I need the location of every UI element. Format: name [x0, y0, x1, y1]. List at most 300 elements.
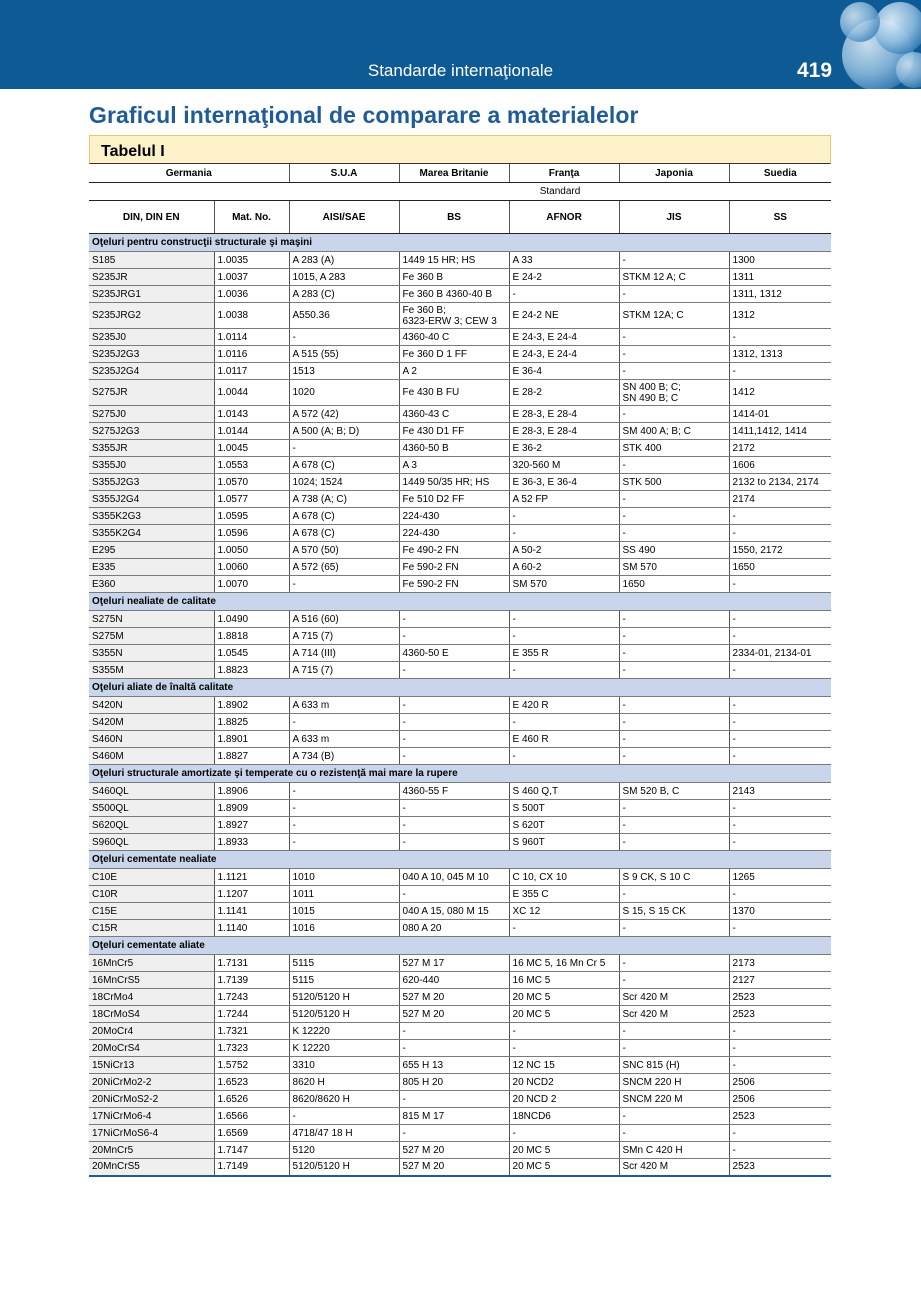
cell-bs: - [399, 817, 509, 834]
table-row [89, 662, 831, 679]
page-title: Graficul internaţional de comparare a materialelor [89, 102, 639, 128]
cell-din: S235JRG1 [89, 286, 214, 303]
cell-bs: Fe 430 B FU [399, 380, 509, 406]
cell-mat-no: 1.8933 [214, 834, 289, 851]
cell-din: S235J0 [89, 329, 214, 346]
cell-aisi: A 633 m [289, 697, 399, 714]
cell-ss: - [729, 886, 831, 903]
section-header [89, 851, 831, 869]
cell-aisi: A550.36 [289, 303, 399, 329]
cell-bs: 1449 50/35 HR; HS [399, 474, 509, 491]
cell-bs: Fe 590-2 FN [399, 559, 509, 576]
cell-aisi: A 678 (C) [289, 457, 399, 474]
cell-din: 17NiCrMoS6-4 [89, 1125, 214, 1142]
section-header [89, 593, 831, 611]
cell-ss: 2132 to 2134, 2174 [729, 474, 831, 491]
cell-bs: Fe 360 B 4360-40 B [399, 286, 509, 303]
cell-jis: - [619, 406, 729, 423]
col-din: DIN, DIN EN [89, 201, 214, 234]
cell-mat-no: 1.7131 [214, 955, 289, 972]
cell-ss: - [729, 817, 831, 834]
cell-jis: - [619, 748, 729, 765]
table-row [89, 346, 831, 363]
cell-aisi: 1024; 1524 [289, 474, 399, 491]
section-title: Oţeluri structurale amortizate şi temperate cu o rezistenţă mai mare la rupere [89, 765, 831, 783]
cell-ss: - [729, 920, 831, 937]
cell-ss: - [729, 525, 831, 542]
cell-din: S500QL [89, 800, 214, 817]
cell-bs: 4360-50 B [399, 440, 509, 457]
cell-aisi: A 633 m [289, 731, 399, 748]
cell-ss: - [729, 1125, 831, 1142]
cell-jis: - [619, 955, 729, 972]
cell-din: C10E [89, 869, 214, 886]
cell-bs: - [399, 628, 509, 645]
table-row [89, 989, 831, 1006]
cell-din: C15E [89, 903, 214, 920]
cell-ss: 2506 [729, 1074, 831, 1091]
cell-din: E360 [89, 576, 214, 593]
cell-din: C10R [89, 886, 214, 903]
table-row [89, 748, 831, 765]
cell-din: S235J2G4 [89, 363, 214, 380]
cell-bs: A 2 [399, 363, 509, 380]
cell-mat-no: 1.0553 [214, 457, 289, 474]
column-header-row [89, 201, 831, 234]
table-row [89, 869, 831, 886]
cell-bs: A 3 [399, 457, 509, 474]
cell-bs: 224-430 [399, 508, 509, 525]
cell-bs: - [399, 731, 509, 748]
cell-mat-no: 1.0117 [214, 363, 289, 380]
cell-mat-no: 1.7139 [214, 972, 289, 989]
cell-bs: Fe 360 B [399, 269, 509, 286]
cell-din: S960QL [89, 834, 214, 851]
cell-afnor: 20 MC 5 [509, 1142, 619, 1159]
cell-bs: Fe 360 B; 6323-ERW 3; CEW 3 [399, 303, 509, 329]
cell-aisi: A 734 (B) [289, 748, 399, 765]
cell-afnor: 20 MC 5 [509, 1006, 619, 1023]
table-row [89, 714, 831, 731]
cell-din: 18CrMo4 [89, 989, 214, 1006]
cell-bs: - [399, 697, 509, 714]
cell-aisi: 8620 H [289, 1074, 399, 1091]
cell-mat-no: 1.0060 [214, 559, 289, 576]
cell-mat-no: 1.8909 [214, 800, 289, 817]
cell-din: S355K2G3 [89, 508, 214, 525]
cell-afnor: - [509, 1023, 619, 1040]
cell-jis: SM 520 B, C [619, 783, 729, 800]
cell-mat-no: 1.0045 [214, 440, 289, 457]
cell-aisi: 1016 [289, 920, 399, 937]
cell-din: S355JR [89, 440, 214, 457]
table-row [89, 645, 831, 662]
cell-din: 20NiCrMoS2-2 [89, 1091, 214, 1108]
table-row [89, 1006, 831, 1023]
cell-ss: 2172 [729, 440, 831, 457]
cell-mat-no: 1.6526 [214, 1091, 289, 1108]
cell-bs: - [399, 748, 509, 765]
cell-ss: 1606 [729, 457, 831, 474]
cell-afnor: - [509, 525, 619, 542]
cell-jis: STK 500 [619, 474, 729, 491]
cell-aisi: 1015, A 283 [289, 269, 399, 286]
cell-mat-no: 1.0143 [214, 406, 289, 423]
table-row [89, 440, 831, 457]
cell-mat-no: 1.0050 [214, 542, 289, 559]
cell-bs: - [399, 611, 509, 628]
cell-jis: - [619, 697, 729, 714]
cell-afnor: - [509, 1040, 619, 1057]
cell-ss: 1311, 1312 [729, 286, 831, 303]
cell-mat-no: 1.7323 [214, 1040, 289, 1057]
cell-aisi: 5120/5120 H [289, 989, 399, 1006]
cell-mat-no: 1.0490 [214, 611, 289, 628]
cell-aisi: 1513 [289, 363, 399, 380]
bubbles-decoration-icon [830, 0, 921, 89]
cell-mat-no: 1.8901 [214, 731, 289, 748]
cell-bs: Fe 360 D 1 FF [399, 346, 509, 363]
section-header [89, 679, 831, 697]
cell-ss: 1312 [729, 303, 831, 329]
standard-row [89, 183, 831, 201]
cell-afnor: 20 MC 5 [509, 989, 619, 1006]
cell-afnor: - [509, 508, 619, 525]
cell-jis: - [619, 1023, 729, 1040]
section-header [89, 937, 831, 955]
table-row [89, 817, 831, 834]
cell-jis: - [619, 645, 729, 662]
cell-bs: 1449 15 HR; HS [399, 252, 509, 269]
cell-bs: 815 M 17 [399, 1108, 509, 1125]
cell-ss: 2523 [729, 1108, 831, 1125]
comparison-table [89, 135, 831, 1177]
cell-afnor: - [509, 920, 619, 937]
table-row [89, 406, 831, 423]
cell-ss: - [729, 628, 831, 645]
cell-din: 18CrMoS4 [89, 1006, 214, 1023]
cell-din: S275J0 [89, 406, 214, 423]
cell-ss: - [729, 731, 831, 748]
cell-aisi: - [289, 834, 399, 851]
cell-jis: - [619, 834, 729, 851]
cell-mat-no: 1.0144 [214, 423, 289, 440]
cell-bs: 4360-50 E [399, 645, 509, 662]
col-bs: BS [399, 201, 509, 234]
cell-din: C15R [89, 920, 214, 937]
cell-afnor: - [509, 611, 619, 628]
cell-aisi: A 283 (C) [289, 286, 399, 303]
cell-bs: - [399, 662, 509, 679]
cell-afnor: - [509, 1125, 619, 1142]
cell-din: 20NiCrMo2-2 [89, 1074, 214, 1091]
country-usa: S.U.A [289, 164, 399, 183]
cell-ss: 1311 [729, 269, 831, 286]
cell-mat-no: 1.0577 [214, 491, 289, 508]
cell-aisi: 5120/5120 H [289, 1006, 399, 1023]
cell-ss: - [729, 714, 831, 731]
table-row [89, 731, 831, 748]
cell-bs: 080 A 20 [399, 920, 509, 937]
cell-bs: - [399, 1040, 509, 1057]
cell-din: S460M [89, 748, 214, 765]
cell-ss: - [729, 1023, 831, 1040]
table-row [89, 972, 831, 989]
cell-mat-no: 1.8818 [214, 628, 289, 645]
cell-afnor: 16 MC 5 [509, 972, 619, 989]
cell-jis: - [619, 800, 729, 817]
cell-mat-no: 1.0035 [214, 252, 289, 269]
cell-bs: 527 M 20 [399, 1006, 509, 1023]
table-row [89, 955, 831, 972]
cell-afnor: S 620T [509, 817, 619, 834]
cell-afnor: C 10, CX 10 [509, 869, 619, 886]
cell-mat-no: 1.1140 [214, 920, 289, 937]
col-ss: SS [729, 201, 831, 234]
page-header [0, 0, 921, 89]
cell-aisi: - [289, 1108, 399, 1125]
cell-jis: - [619, 457, 729, 474]
cell-aisi: - [289, 783, 399, 800]
cell-ss: 2127 [729, 972, 831, 989]
section-title: Oţeluri nealiate de calitate [89, 593, 831, 611]
cell-mat-no: 1.0037 [214, 269, 289, 286]
table-row [89, 559, 831, 576]
cell-bs: Fe 430 D1 FF [399, 423, 509, 440]
cell-jis: - [619, 491, 729, 508]
cell-afnor: E 36-2 [509, 440, 619, 457]
cell-ss: - [729, 800, 831, 817]
cell-bs: 4360-55 F [399, 783, 509, 800]
cell-mat-no: 1.0070 [214, 576, 289, 593]
country-germany: Germania [89, 164, 289, 183]
cell-ss: 2506 [729, 1091, 831, 1108]
cell-bs: 805 H 20 [399, 1074, 509, 1091]
table-row [89, 783, 831, 800]
cell-bs: 527 M 20 [399, 1159, 509, 1176]
cell-bs: - [399, 886, 509, 903]
cell-din: S185 [89, 252, 214, 269]
table-row [89, 491, 831, 508]
table-row [89, 252, 831, 269]
cell-afnor: E 355 C [509, 886, 619, 903]
cell-mat-no: 1.5752 [214, 1057, 289, 1074]
cell-ss: 1550, 2172 [729, 542, 831, 559]
table-row [89, 380, 831, 406]
cell-jis: - [619, 508, 729, 525]
cell-jis: - [619, 662, 729, 679]
standard-spacer [89, 183, 289, 201]
cell-afnor: S 460 Q,T [509, 783, 619, 800]
cell-mat-no: 1.7149 [214, 1159, 289, 1176]
cell-bs: - [399, 1091, 509, 1108]
country-sweden: Suedia [729, 164, 831, 183]
cell-ss: 2523 [729, 989, 831, 1006]
cell-din: E295 [89, 542, 214, 559]
cell-mat-no: 1.8823 [214, 662, 289, 679]
table-row [89, 576, 831, 593]
cell-afnor: E 24-2 NE [509, 303, 619, 329]
cell-afnor: 320-560 M [509, 457, 619, 474]
cell-mat-no: 1.7321 [214, 1023, 289, 1040]
cell-aisi: 5115 [289, 955, 399, 972]
cell-ss: - [729, 662, 831, 679]
cell-din: S275J2G3 [89, 423, 214, 440]
cell-din: S275JR [89, 380, 214, 406]
cell-jis: STK 400 [619, 440, 729, 457]
cell-afnor: 20 NCD 2 [509, 1091, 619, 1108]
header-title: Standarde internaţionale [367, 61, 554, 80]
cell-ss: - [729, 1040, 831, 1057]
cell-jis: Scr 420 M [619, 989, 729, 1006]
cell-jis: SM 570 [619, 559, 729, 576]
cell-afnor: E 24-3, E 24-4 [509, 329, 619, 346]
cell-jis: S 15, S 15 CK [619, 903, 729, 920]
cell-jis: S 9 CK, S 10 C [619, 869, 729, 886]
cell-afnor: E 355 R [509, 645, 619, 662]
cell-aisi: - [289, 329, 399, 346]
table-row [89, 1057, 831, 1074]
cell-bs: 527 M 17 [399, 955, 509, 972]
country-row [89, 164, 831, 183]
cell-aisi: K 12220 [289, 1023, 399, 1040]
cell-aisi: A 572 (42) [289, 406, 399, 423]
cell-din: S355J2G4 [89, 491, 214, 508]
cell-ss: 2334-01, 2134-01 [729, 645, 831, 662]
cell-aisi: 1015 [289, 903, 399, 920]
cell-bs: 224-430 [399, 525, 509, 542]
cell-jis: - [619, 363, 729, 380]
cell-din: S355N [89, 645, 214, 662]
cell-aisi: 1011 [289, 886, 399, 903]
cell-din: 17NiCrMo6-4 [89, 1108, 214, 1125]
cell-afnor: - [509, 286, 619, 303]
cell-ss: 1411,1412, 1414 [729, 423, 831, 440]
cell-afnor: - [509, 628, 619, 645]
cell-jis: - [619, 714, 729, 731]
cell-din: S460QL [89, 783, 214, 800]
cell-afnor: 20 MC 5 [509, 1159, 619, 1176]
cell-afnor: E 28-3, E 28-4 [509, 423, 619, 440]
cell-mat-no: 1.0116 [214, 346, 289, 363]
cell-aisi: 5115 [289, 972, 399, 989]
cell-aisi: A 572 (65) [289, 559, 399, 576]
table-row [89, 1159, 831, 1176]
section-header [89, 234, 831, 252]
table-row [89, 1142, 831, 1159]
section-title: Oţeluri pentru construcţii structurale şi maşini [89, 234, 831, 252]
cell-aisi: A 678 (C) [289, 525, 399, 542]
cell-mat-no: 1.7243 [214, 989, 289, 1006]
cell-jis: SNCM 220 M [619, 1091, 729, 1108]
cell-afnor: A 33 [509, 252, 619, 269]
cell-mat-no: 1.1121 [214, 869, 289, 886]
cell-jis: - [619, 1040, 729, 1057]
cell-ss: 2173 [729, 955, 831, 972]
cell-jis: SS 490 [619, 542, 729, 559]
cell-mat-no: 1.0038 [214, 303, 289, 329]
cell-jis: - [619, 731, 729, 748]
cell-mat-no: 1.0044 [214, 380, 289, 406]
cell-jis: - [619, 525, 729, 542]
cell-aisi: A 715 (7) [289, 628, 399, 645]
cell-aisi: A 500 (A; B; D) [289, 423, 399, 440]
cell-jis: Scr 420 M [619, 1006, 729, 1023]
cell-bs: Fe 590-2 FN [399, 576, 509, 593]
section-header [89, 765, 831, 783]
cell-jis: - [619, 252, 729, 269]
cell-jis: - [619, 611, 729, 628]
cell-aisi: A 678 (C) [289, 508, 399, 525]
col-aisi: AISI/SAE [289, 201, 399, 234]
cell-afnor: E 36-4 [509, 363, 619, 380]
cell-afnor: E 24-2 [509, 269, 619, 286]
table-row [89, 269, 831, 286]
table-row [89, 525, 831, 542]
cell-mat-no: 1.0114 [214, 329, 289, 346]
cell-din: 20MnCrS5 [89, 1159, 214, 1176]
cell-aisi: - [289, 714, 399, 731]
cell-din: 20MoCr4 [89, 1023, 214, 1040]
cell-ss: - [729, 748, 831, 765]
standard-label: Standard [289, 183, 831, 201]
cell-ss: 1650 [729, 559, 831, 576]
table-row [89, 1091, 831, 1108]
section-title: Oţeluri aliate de înaltă calitate [89, 679, 831, 697]
cell-afnor: 16 MC 5, 16 Mn Cr 5 [509, 955, 619, 972]
cell-aisi: 5120/5120 H [289, 1159, 399, 1176]
cell-afnor: 20 NCD2 [509, 1074, 619, 1091]
cell-afnor: E 420 R [509, 697, 619, 714]
cell-jis: - [619, 817, 729, 834]
cell-afnor: 18NCD6 [509, 1108, 619, 1125]
cell-jis: - [619, 346, 729, 363]
cell-afnor: - [509, 662, 619, 679]
cell-din: S235JRG2 [89, 303, 214, 329]
cell-din: S355K2G4 [89, 525, 214, 542]
cell-ss: 2143 [729, 783, 831, 800]
cell-ss: - [729, 1057, 831, 1074]
cell-mat-no: 1.7147 [214, 1142, 289, 1159]
materials-table [89, 164, 831, 1177]
cell-afnor: E 28-3, E 28-4 [509, 406, 619, 423]
cell-ss: - [729, 329, 831, 346]
cell-mat-no: 1.8825 [214, 714, 289, 731]
cell-ss: 1414-01 [729, 406, 831, 423]
cell-jis: - [619, 628, 729, 645]
cell-jis: SNC 815 (H) [619, 1057, 729, 1074]
table-row [89, 542, 831, 559]
cell-mat-no: 1.0596 [214, 525, 289, 542]
cell-ss: 2174 [729, 491, 831, 508]
cell-mat-no: 1.1141 [214, 903, 289, 920]
table-row [89, 886, 831, 903]
cell-bs: - [399, 1023, 509, 1040]
cell-aisi: 1010 [289, 869, 399, 886]
country-france: Franţa [509, 164, 619, 183]
cell-mat-no: 1.8902 [214, 697, 289, 714]
cell-mat-no: 1.8827 [214, 748, 289, 765]
table-row [89, 697, 831, 714]
cell-bs: 620-440 [399, 972, 509, 989]
cell-din: S235J2G3 [89, 346, 214, 363]
table-row [89, 457, 831, 474]
cell-afnor: E 460 R [509, 731, 619, 748]
cell-jis: - [619, 286, 729, 303]
table-row [89, 363, 831, 380]
cell-ss: 1312, 1313 [729, 346, 831, 363]
cell-mat-no: 1.6569 [214, 1125, 289, 1142]
